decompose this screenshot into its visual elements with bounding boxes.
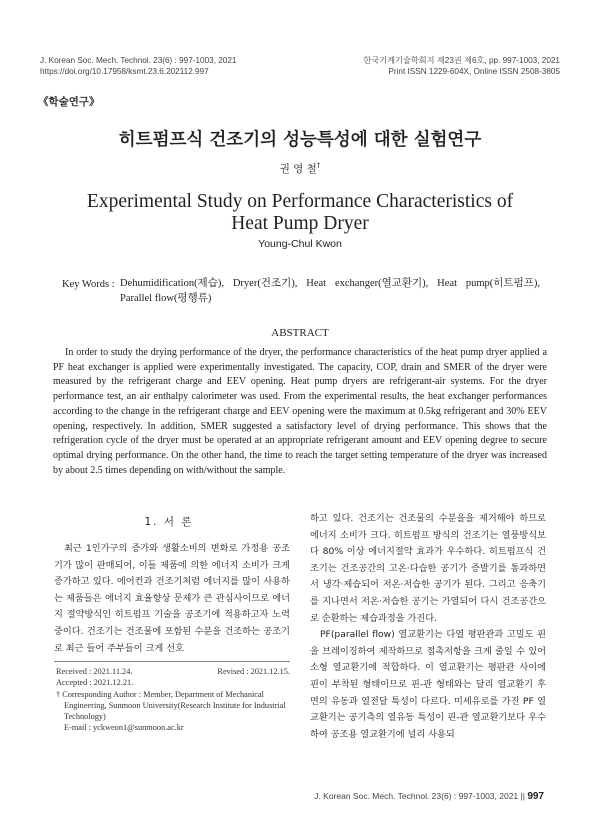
author-email: E-mail : yckweon1@sunmoon.ac.kr (64, 723, 184, 733)
intro-paragraph-1: 최근 1인가구의 증가와 생활소비의 변화로 가정용 공조기가 많이 판매되어, 이들 제품에 의한 에너지 소비가 크게 증가하고 있다. 에어컨과 건조기처럼 에너지를 많이 사용하는 제품들은 에너지 효율향상 문제가 큰 관심사이므로 에너지 절약방식인 히트펌프 기술을 공조기에 적용하고자 노력 중이다. 건조기는 건조물에 포함된 수분을 건조하는 공조기로 최근 들어 주부들이 크게 선호 (54, 543, 290, 654)
accepted-date: Accepted : 2021.12.21. (56, 678, 134, 688)
section-heading-introduction: 1. 서 론 (144, 516, 194, 528)
header-journal-citation: J. Korean Soc. Mech. Technol. 23(6) : 997-1003, 2021 (40, 56, 237, 65)
revised-date: Revised : 2021.12.15. (217, 667, 290, 676)
author-english: Young-Chul Kwon (258, 238, 342, 250)
author-korean-name: 권 영 철 (279, 163, 317, 175)
left-column-text (54, 541, 290, 657)
author-korean (0, 161, 600, 176)
corresponding-author-mark: † (316, 161, 321, 170)
right-column-text (310, 511, 546, 743)
header-issn: Print ISSN 1229-604X, Online ISSN 2508-3805 (388, 67, 560, 76)
header-doi: https://doi.org/10.17958/ksmt.23.6.202112.997 (40, 67, 209, 76)
title-korean: 히트펌프식 건조기의 성능특성에 대한 실험연구 (118, 130, 482, 150)
abstract-text: In order to study the drying performance of the dryer, the performance characteristics of the heat pump dryer applied a PF heat exchanger is applied were experimentally investigated. The capacity, COP, drain and SMER of the dryer were measured by the refrigerant charge and EEV opening. Heat pump dryers are refrigerant-air systems. For the dryer performance test, an air enthalpy calorimeter was used. From the experimental results, the heat exchanger performances according to the change in the refrigerant charge and EEV opening were the maximum at 0.5kg refrigerant and 30% EEV opening, respectively. In addition, SMER suggested a satisfactory level of drying performance. This shows that the refrigeration cycle of the dryer must be operated at an appropriate refrigerant amount and EEV opening degree to secure optimal drying performance. On the other hand, the time to reach the target setting temperature of the dryer was increased by about 2.5 times depending on with/without the sample. (53, 347, 547, 476)
title-english: Experimental Study on Performance Characteristics of Heat Pump Dryer (86, 191, 514, 234)
keywords-text: Dehumidification(제습), Dryer(건조기), Heat exchanger(열교환기), Heat pump(히트펌프), Parallel flow(평행류) (120, 278, 540, 304)
received-date: Received : 2021.11.24. (56, 667, 133, 676)
page-footer (314, 791, 544, 802)
page-number: 997 (527, 791, 544, 802)
article-type-tag: 《학술연구》 (38, 96, 100, 108)
abstract-heading: ABSTRACT (271, 327, 329, 339)
footnote-divider (54, 661, 290, 662)
intro-paragraph-2: PF(parallel flow) 열교환기는 다열 평판관과 고밀도 핀을 브레이징하여 제작하므로 접촉저항을 크게 줄일 수 있어 소형 열교환기에 적합하다. 이 열교환기는 평판관 사이에 핀이 부착된 형태이므로 핀-관 형태와는 달리 열교환기 후면의 유동과 열전달 특성이 다르다. 미세유로를 가진 PF 열교환기는 공기측의 열유동 특성이 핀-관 열교환기보다 우수하여 공조용 열교환기에 널리 사용되 (310, 629, 546, 740)
received-revised-row (56, 666, 290, 677)
header-korean-citation: 한국기계기술학회지 제23권 제6호, pp. 997-1003, 2021 (363, 56, 560, 65)
footnote-block (56, 666, 290, 734)
corresponding-author-note: † Corresponding Author : Member, Department of Mechanical Engineering, Sunmoon University(Research Institute for Industrial Technology) (56, 689, 286, 722)
keywords-label: Key Words : (62, 279, 115, 290)
intro-paragraph-1-continued: 하고 있다. 건조기는 건조물의 수분을을 제거해야 하므로 에너지 소비가 크다. 히트펌프 방식의 건조기는 열풍방식보다 80% 이상 에너지절약 효과가 우수하다. 히트펌프식 건조기는 건조공간의 고온·다습한 공기가 증발기를 통과하면서 냉각·제습되어 저온·저습한 공기가 된다. 그리고 응축기를 지나면서 저온·저습한 공기는 가열되어 다시 건조공간으로 순환하는 제습과정을 가진다. (310, 513, 546, 624)
footer-citation: J. Korean Soc. Mech. Technol. 23(6) : 997-1003, 2021 || (314, 791, 525, 801)
